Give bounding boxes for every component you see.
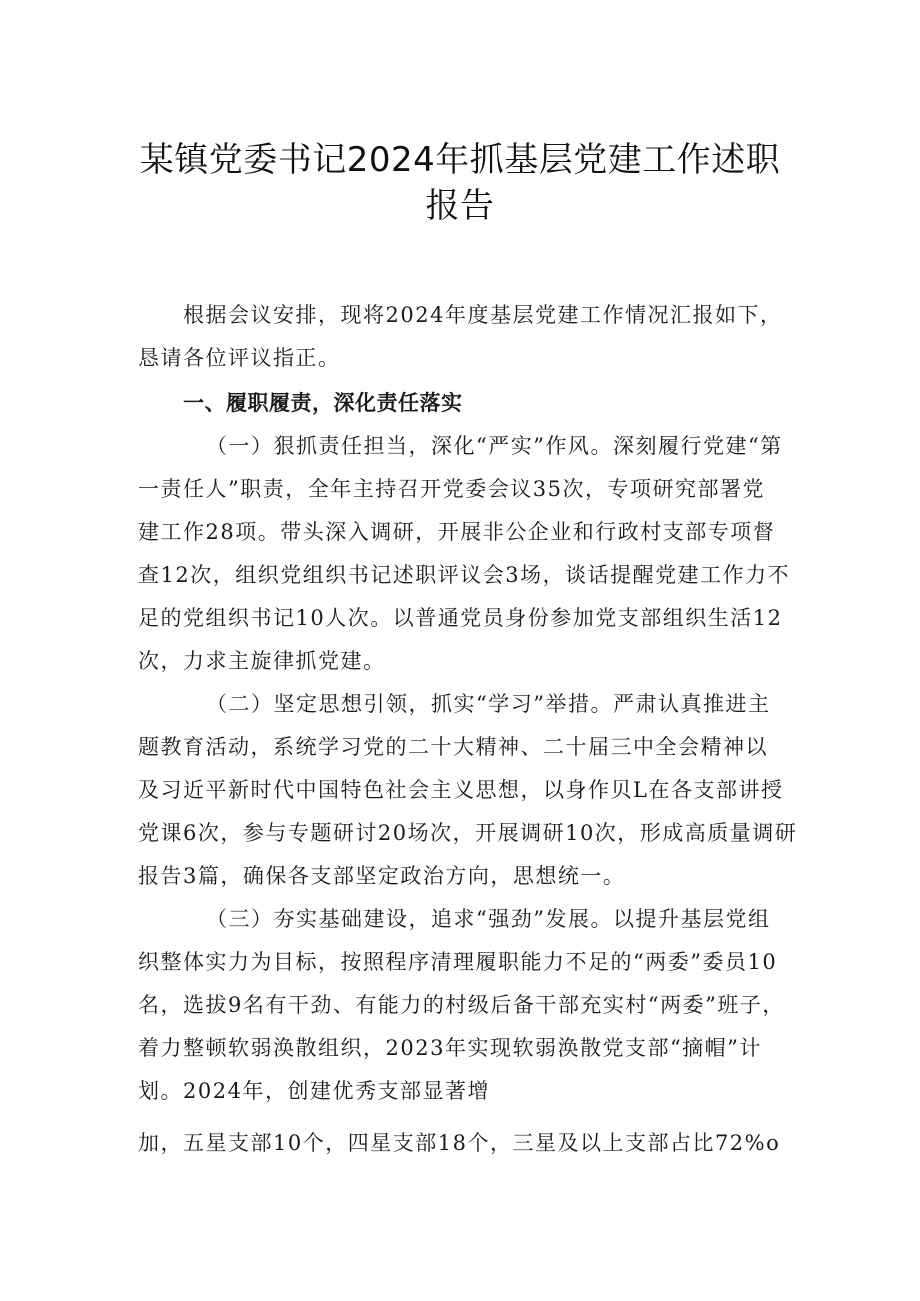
intro-line: 恳请各位评议指正。 [138,346,341,370]
paragraph-line: 查12次，组织党组织书记述职评议会3场，谈话提醒党建工作力不 [138,563,791,587]
paragraph-line: （三）夯实基础建设，追求“强劲”发展。以提升基层党组 [206,907,771,931]
intro-line: 根据会议安排，现将2024年度基层党建工作情况汇报如下， [183,303,783,327]
paragraph-line: 题教育活动，系统学习党的二十大精神、二十届三中全会精神以 [138,735,768,759]
paragraph-line: 着力整顿软弱涣散组织，2023年实现软弱涣散党支部“摘帽”计 [138,1036,762,1060]
document-title-line-2: 报告 [425,186,495,226]
document-title-line-1: 某镇党委书记2024年抓基层党建工作述职 [139,140,781,180]
paragraph-line: 织整体实力为目标，按照程序清理履职能力不足的“两委”委员10 [138,950,778,974]
paragraph-line: 足的党组织书记10人次。以普通党员身份参加党支部组织生活12 [138,606,783,630]
paragraph-line: 加，五星支部10个，四星支部18个，三星及以上支部占比72%o [138,1131,781,1155]
paragraph-line: 一责任人”职责，全年主持召开党委会议35次，专项研究部署党 [138,477,765,501]
paragraph-line: 党课6次，参与专题研讨20场次，开展调研10次，形成高质量调研 [138,821,798,845]
paragraph-line: 名，选拔9名有干劲、有能力的村级后备干部充实村“两委”班子， [138,993,785,1017]
paragraph-line: 划。2024年，创建优秀支部显著增 [138,1079,490,1103]
section-heading: 一、履职履责，深化责任落实 [183,391,463,415]
paragraph-line: 建工作28项。带头深入调研，开展非公企业和行政村支部专项督 [138,520,776,544]
paragraph-line: （一）狠抓责任担当，深化“严实”作风。深刻履行党建“第 [206,434,783,458]
paragraph-line: 次，力求主旋律抓党建。 [138,649,386,673]
paragraph-line: （二）坚定思想引领，抓实“学习”举措。严肃认真推进主 [206,692,771,716]
paragraph-line: 及习近平新时代中国特色社会主义思想，以身作贝L在各支部讲授 [138,778,784,802]
paragraph-line: 报告3篇，确保各支部坚定政治方向，思想统一。 [138,864,626,888]
